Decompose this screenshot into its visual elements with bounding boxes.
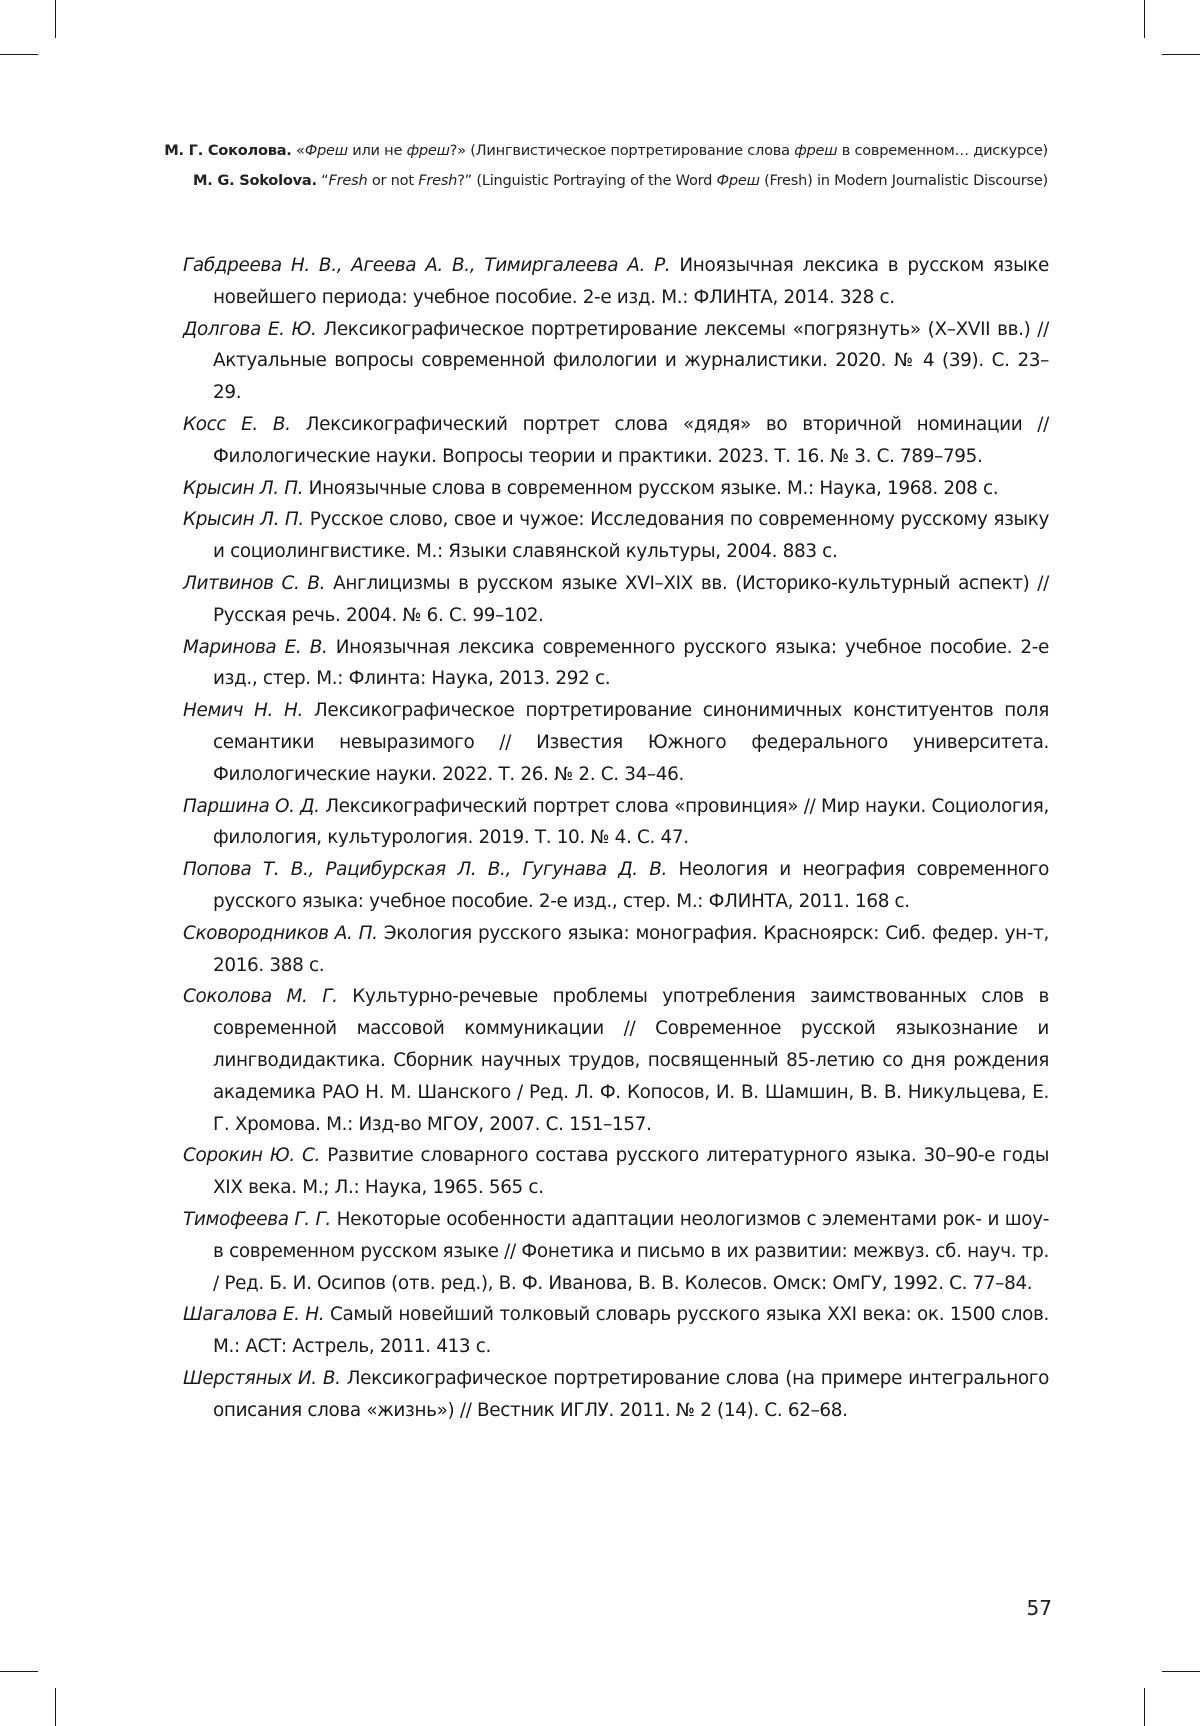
reference-entry <box>183 854 1049 918</box>
reference-author: Тимофеева Г. Г. <box>183 1208 331 1230</box>
crop-mark-top-right-vertical <box>1144 0 1145 38</box>
reference-text: Самый новейший толковый словарь русского языка XXI века: ок. 1500 слов. М.: АСТ: Астрель, 2011. 413 с. <box>213 1304 1049 1358</box>
reference-text: Лексикографический портрет слова «дядя» во вторичной номинации // Филологические науки. Вопросы теории и практики. 2023. Т. 16. № 3. С. 789–795. <box>213 413 1049 467</box>
running-head-en-italic-word: Фреш <box>716 172 760 189</box>
crop-mark-bottom-right-vertical <box>1144 1688 1145 1726</box>
running-head-ru-italic-title: фреш <box>406 142 450 159</box>
reference-entry <box>183 1140 1049 1204</box>
reference-entry <box>183 504 1049 568</box>
running-head-en-text: ?” (Linguistic Portraying of the Word <box>457 172 717 189</box>
running-head-ru-italic-word: фреш <box>794 142 838 159</box>
reference-entry <box>183 918 1049 982</box>
reference-entry <box>183 1299 1049 1363</box>
reference-list <box>183 250 1049 1426</box>
reference-text: Лексикографическое портретирование синонимичных конституентов поля семантики невыразимого // Известия Южного федерального университета. Филологические науки. 2022. Т. 26. № 2. С. 34–46. <box>213 700 1049 785</box>
reference-entry <box>183 695 1049 790</box>
running-head-ru-author: М. Г. Соколова. <box>164 142 292 159</box>
reference-text: Лексикографическое портретирование лексемы «погрязнуть» (X–XVII вв.) // Актуальные вопросы современной филологии и журналистики. 2020. № 4 (39). С. 23–29. <box>213 318 1049 404</box>
crop-mark-top-left-horizontal <box>0 54 38 55</box>
reference-author: Крысин Л. П. <box>183 509 304 531</box>
reference-text: Лексикографический портрет слова «провинция» // Мир науки. Социология, филология, культурология. 2019. Т. 10. № 4. С. 47. <box>213 795 1049 849</box>
reference-entry <box>183 632 1049 696</box>
reference-entry <box>183 1363 1049 1427</box>
reference-author: Литвинов С. В. <box>183 572 326 594</box>
crop-mark-bottom-left-vertical <box>55 1688 56 1726</box>
reference-entry <box>183 1204 1049 1299</box>
reference-author: Паршина О. Д. <box>183 795 320 817</box>
reference-entry <box>183 791 1049 855</box>
running-head-ru-text: или не <box>347 142 407 159</box>
reference-entry <box>183 314 1049 409</box>
reference-author: Соколова М. Г. <box>183 986 338 1008</box>
running-head-ru-text: ?» (Лингвистическое портретирование слова <box>449 142 795 159</box>
running-head <box>150 136 1048 196</box>
reference-author: Шагалова Е. Н. <box>183 1304 325 1326</box>
page-number: 57 <box>1026 1596 1052 1620</box>
reference-author: Косс Е. В. <box>183 413 291 435</box>
reference-text: Иноязычные слова в современном русском языке. М.: Наука, 1968. 208 с. <box>303 477 999 499</box>
reference-entry <box>183 568 1049 632</box>
reference-author: Габдреева Н. В., Агеева А. В., Тимиргалеева А. Р. <box>183 255 671 276</box>
running-head-en-text: or not <box>367 172 419 189</box>
reference-text: Русское слово, свое и чужое: Исследования по современному русскому языку и социолингвистике. М.: Языки славянской культуры, 2004. 883 с. <box>213 509 1049 563</box>
crop-mark-top-left-vertical <box>55 0 56 38</box>
reference-author: Немич Н. Н. <box>183 700 303 722</box>
reference-entry <box>183 250 1049 314</box>
reference-text: Иноязычная лексика современного русского языка: учебное пособие. 2-е изд., стер. М.: Флинта: Наука, 2013. 292 с. <box>213 636 1049 690</box>
reference-text: Неология и неография современного русского языка: учебное пособие. 2-е изд., стер. М.: ФЛИНТА, 2011. 168 с. <box>213 859 1049 912</box>
reference-text: Развитие словарного состава русского литературного языка. 30–90-е годы XIX века. М.; Л.: Наука, 1965. 565 с. <box>213 1145 1050 1199</box>
reference-entry <box>183 473 1049 505</box>
reference-author: Сковородников А. П. <box>183 922 378 944</box>
running-head-en-italic-title: Fresh <box>328 172 368 189</box>
running-head-ru-italic-title: Фреш <box>304 142 348 159</box>
reference-text: Лексикографическое портретирование слова (на примере интегрального описания слова «жизнь») // Вестник ИГЛУ. 2011. № 2 (14). С. 62–68. <box>213 1367 1049 1421</box>
reference-entry <box>183 981 1049 1140</box>
running-head-en-text: “ <box>316 172 329 189</box>
reference-text: Экология русского языка: монография. Красноярск: Сиб. федер. ун-т, 2016. 388 с. <box>213 922 1050 976</box>
reference-text: Культурно-речевые проблемы употребления заимствованных слов в современной массовой коммуникации // Современное русской языкознание и лингводидактика. Сборник научных трудов, посвященный 85-летию со дня рождения академика РАО Н. М. Шанского / Ред. Л. Ф. Копосов, И. В. Шамшин, В. В. Никульцева, Е. Г. Хромова. М.: Изд-во МГОУ, 2007. С. 151–157. <box>213 986 1049 1135</box>
crop-mark-bottom-left-horizontal <box>0 1671 38 1672</box>
reference-author: Крысин Л. П. <box>183 477 304 499</box>
reference-entry <box>183 409 1049 473</box>
running-head-en-text: (Fresh) in Modern Journalistic Discourse) <box>759 172 1048 189</box>
crop-mark-top-right-horizontal <box>1162 54 1200 55</box>
reference-text: Некоторые особенности адаптации неологизмов с элементами рок- и шоу- в современном русском языке // Фонетика и письмо в их развитии: межвуз. сб. науч. тр. / Ред. Б. И. Осипов (отв. ред.), В. Ф. Иванова, В. В. Колесов. Омск: ОмГУ, 1992. С. 77–84. <box>213 1208 1049 1294</box>
reference-author: Маринова Е. В. <box>183 636 328 658</box>
reference-author: Шерстяных И. В. <box>183 1367 341 1389</box>
reference-text: Иноязычная лексика в русском языке новейшего периода: учебное пособие. 2-е изд. М.: ФЛИНТА, 2014. 328 с. <box>213 255 1049 308</box>
reference-author: Попова Т. В., Рацибурская Л. В., Гугунава Д. В. <box>183 859 668 881</box>
reference-text: Англицизмы в русском языке XVI–XIX вв. (Историко-культурный аспект) // Русская речь. 2004. № 6. С. 99–102. <box>213 572 1049 626</box>
running-head-ru-text: « <box>291 142 305 159</box>
running-head-english <box>150 166 1048 196</box>
reference-author: Сорокин Ю. С. <box>183 1145 321 1167</box>
running-head-en-author: M. G. Sokolova. <box>192 172 317 189</box>
running-head-russian <box>150 136 1048 166</box>
crop-mark-bottom-right-horizontal <box>1162 1671 1200 1672</box>
reference-author: Долгова Е. Ю. <box>183 318 317 340</box>
running-head-ru-text: в современном… дискурсе) <box>837 142 1048 159</box>
running-head-en-italic-title: Fresh <box>418 172 458 189</box>
